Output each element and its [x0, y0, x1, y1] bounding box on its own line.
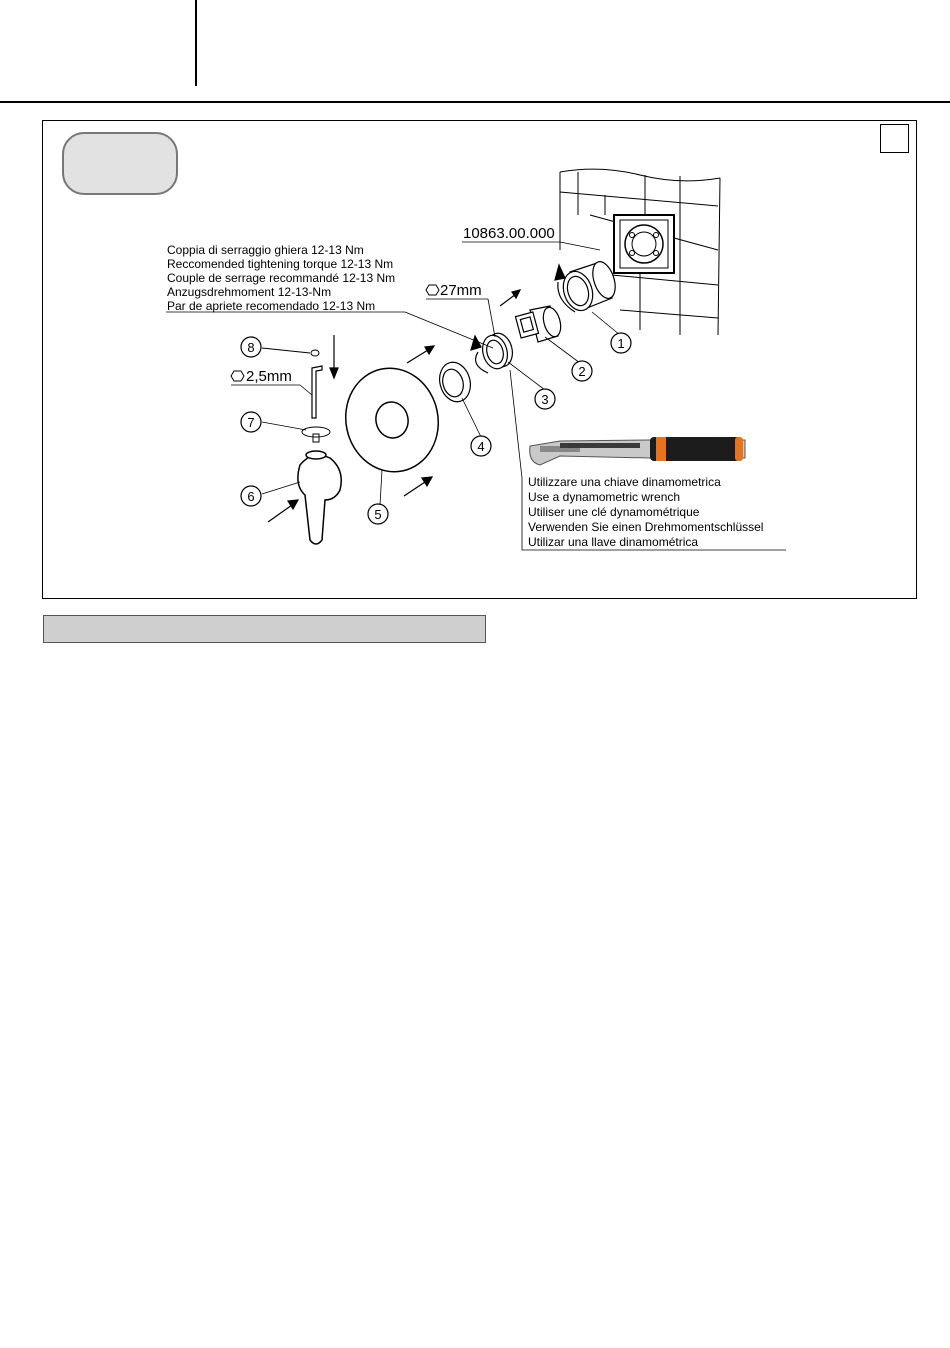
part-number-1: 1 — [617, 336, 625, 351]
wrench-note-it: Utilizzare una chiave dinamometrica — [528, 475, 721, 489]
hex-icon — [426, 285, 439, 295]
part-number-7: 7 — [247, 415, 255, 430]
part-3-ring-nut — [479, 330, 516, 371]
installation-diagram — [0, 0, 950, 620]
torque-note-es: Par de apriete recomendado 12-13 Nm — [167, 299, 376, 313]
part-7-screw — [302, 427, 330, 442]
torque-wrench-image — [530, 437, 745, 465]
hex-key — [312, 366, 322, 418]
torque-note-fr: Couple de serrage recommandé 12-13 Nm — [167, 271, 396, 285]
part-number-4: 4 — [477, 439, 485, 454]
part-5-cover-plate — [336, 360, 448, 481]
part-number-8: 8 — [247, 340, 255, 355]
hex-icon — [231, 371, 244, 381]
torque-note-en: Reccomended tightening torque 12-13 Nm — [167, 257, 394, 271]
part-number-5: 5 — [374, 507, 382, 522]
wrench-note-es: Utilizar una llave dinamométrica — [528, 535, 699, 549]
part-8-cap — [262, 348, 319, 356]
wall-box — [614, 215, 674, 273]
hex-key-size-label: 2,5mm — [246, 368, 292, 385]
wrench-size-label: 27mm — [440, 282, 482, 299]
part-code-label: 10863.00.000 — [463, 225, 555, 242]
part-number-3: 3 — [541, 392, 549, 407]
part-number-6: 6 — [247, 489, 255, 504]
torque-note-it: Coppia di serraggio ghiera 12-13 Nm — [167, 243, 364, 257]
wrench-note-de: Verwenden Sie einen Drehmomentschlüssel — [528, 520, 764, 534]
wrench-note-fr: Utiliser une clé dynamométrique — [528, 505, 700, 519]
torque-note-de: Anzugsdrehmoment 12-13-Nm — [167, 285, 332, 299]
part-4-ring — [435, 359, 474, 405]
wrench-note-en: Use a dynamometric wrench — [528, 490, 681, 504]
part-2-cartridge — [515, 305, 563, 342]
part-number-2: 2 — [578, 364, 586, 379]
part-6-lever-handle — [298, 451, 341, 544]
